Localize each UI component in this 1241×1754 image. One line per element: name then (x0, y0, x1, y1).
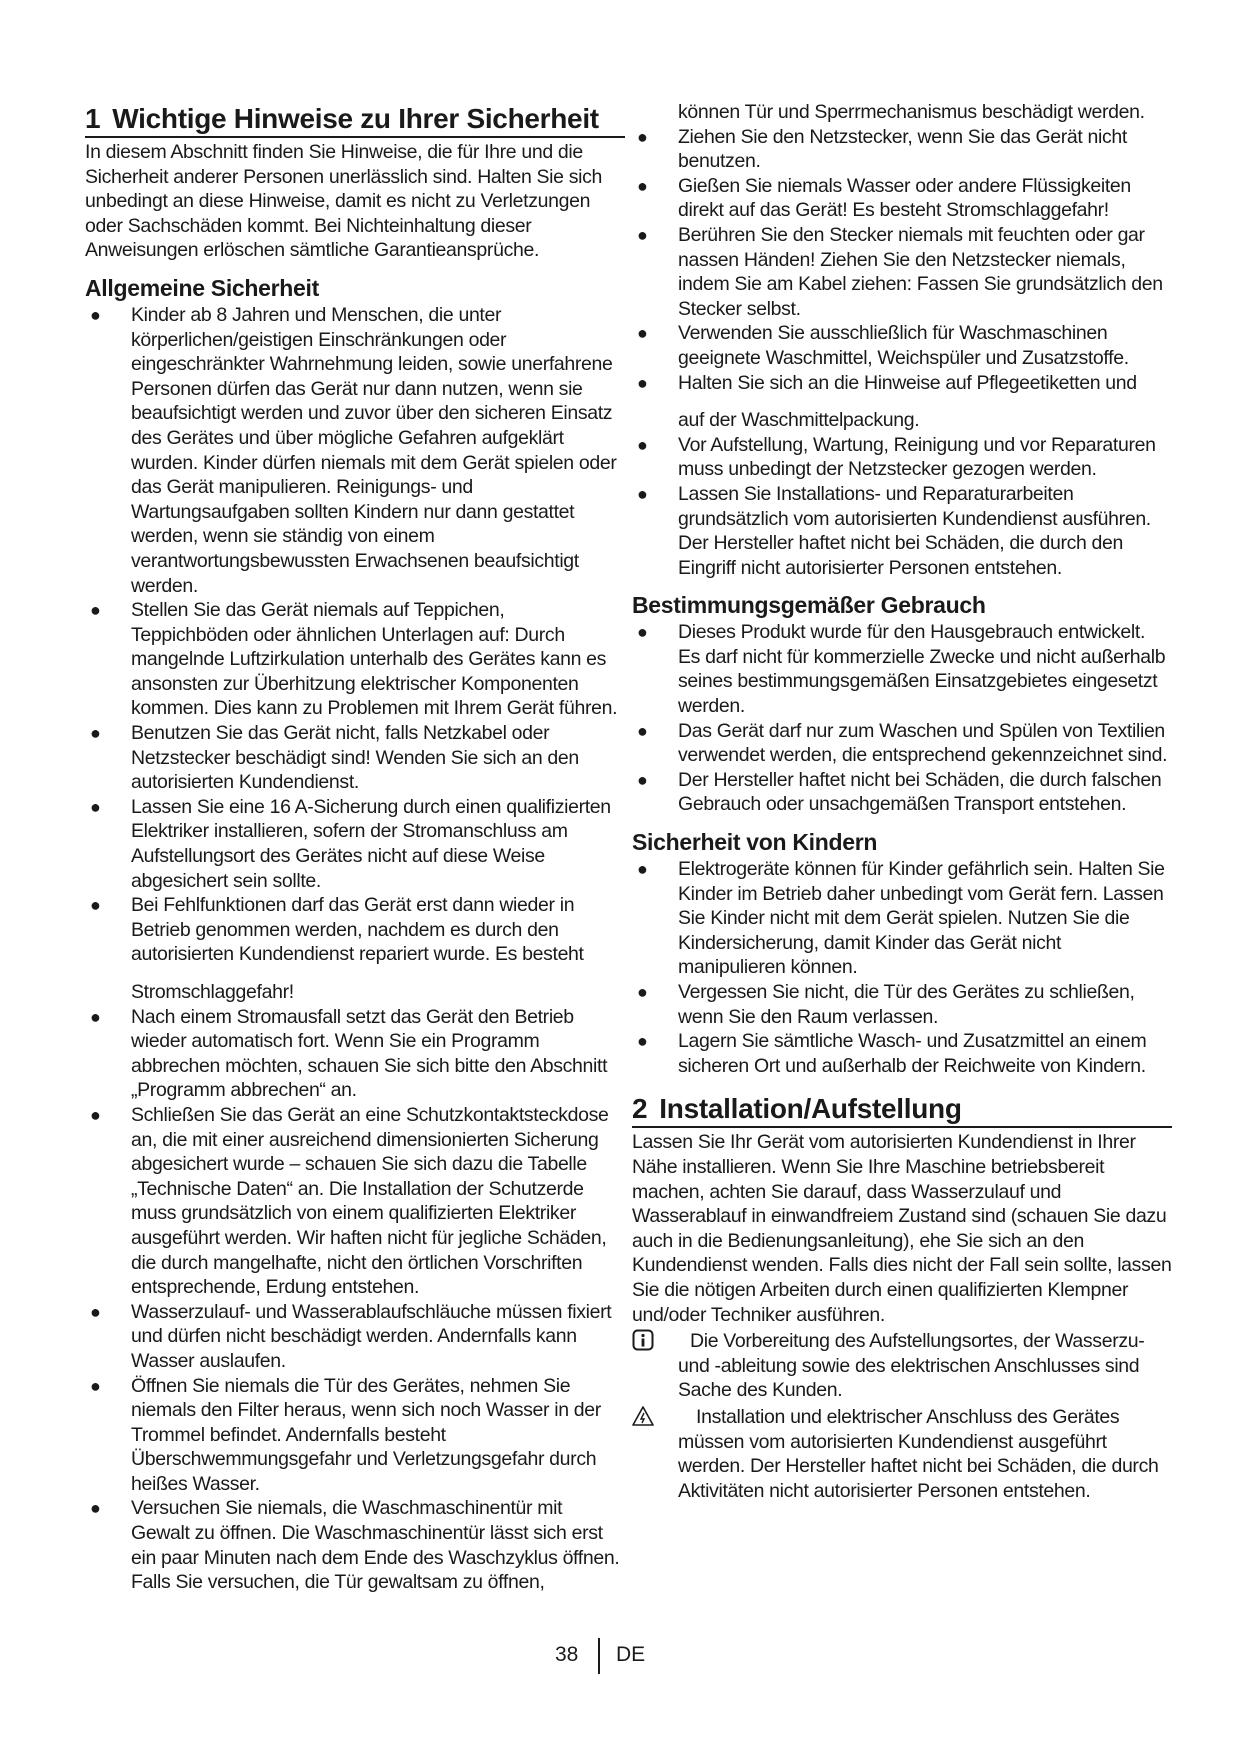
left-column (85, 102, 625, 1595)
bullet-icon: ● (90, 1301, 101, 1322)
warning-note-text: Installation und elektrischer Anschluss des Gerätes müssen vom autorisierten Kundendienst ausgeführt werden. Der Hersteller haftet nicht bei Schäden, die durch Aktivitäten nicht autorisierter Personen entstehen. (678, 1405, 1159, 1502)
list-item: ● Vergessen Sie nicht, die Tür des Gerätes zu schließen, wenn Sie den Raum verlassen. (637, 981, 1135, 1028)
bullet-icon: ● (90, 600, 101, 621)
list-item: ● Elektrogeräte können für Kinder gefährlich sein. Halten Sie Kinder im Betrieb daher unbedingt vom Gerät fern. Lassen Sie Kinder nicht mit dem Gerät spielen. Nutzen Sie die Kindersicherung, damit Kinder das Gerät nicht manipulieren können. (637, 858, 1165, 979)
bullet-icon: ● (637, 434, 648, 455)
bullet-icon: ● (90, 1498, 101, 1519)
right-column (632, 100, 1172, 1503)
bullet-icon: ● (637, 859, 648, 880)
section-1-intro: In diesem Abschnitt finden Sie Hinweise, die für Ihre und die Sicherheit anderer Personen unerlässlich sind. Halten Sie sich unbedingt an diese Hinweise, damit es nicht zu Verletzungen oder Sachschäden kommt. Bei Nichteinhaltung dieser Anweisungen erlöschen sämtliche Garantieansprüche. (85, 141, 603, 262)
section-1-number: 1 (85, 103, 101, 134)
bullet-icon: ● (90, 1375, 101, 1396)
bullet-icon: ● (637, 622, 648, 643)
bullet-icon: ● (637, 372, 648, 393)
bullet-icon: ● (637, 323, 648, 344)
page-number: 38 (555, 1643, 579, 1666)
warning-icon (632, 1405, 654, 1427)
list-item: ● Dieses Produkt wurde für den Hausgebrauch entwickelt. Es darf nicht für kommerzielle Zwecke und nicht außerhalb seines bestimmungsgemäßen Einsatzgebietes eingesetzt werden. (637, 621, 1166, 718)
list-item: ● Stellen Sie das Gerät niemals auf Teppichen, Teppichböden oder ähnlichen Unterlagen auf: Durch mangelnde Luftzirkulation unterhalb des Gerätes kann es ansonsten zur Überhitzung elektrischer Komponenten kommen. Dies kann zu Problemen mit Ihrem Gerät führen. (90, 599, 618, 720)
list-item: ● Lassen Sie eine 16 A-Sicherung durch einen qualifizierten Elektriker installieren, sofern der Stromanschluss am Aufstellungsort des Gerätes nicht auf diese Weise abgesichert sein sollte. (90, 795, 611, 892)
child-safety-list (632, 857, 1172, 1078)
info-icon (632, 1329, 654, 1351)
list-item: ● Kinder ab 8 Jahren und Menschen, die unter körperlichen/geistigen Einschränkungen oder eingeschränkter Wahrnehmung leiden, sowie unerfahrene Personen dürfen das Gerät nur dann nutzen, wenn sie beaufsichtigt werden und zuvor über den sicheren Einsatz des Gerätes und über mögliche Gefahren aufgeklärt wurden. Kinder dürfen niemals mit dem Gerät spielen oder das Gerät manipulieren. Reinigungs- und Wartungsaufgaben sollten Kindern nur dann gestattet werden, wenn sie ständig von einem verantwortungsbewussten Erwachsenen beaufsichtigt werden. (90, 303, 617, 597)
list-item: ● Der Hersteller haftet nicht bei Schäden, die durch falschen Gebrauch oder unsachgemäßen Transport entstehen. (637, 768, 1162, 816)
section-2-number: 2 (632, 1093, 648, 1125)
intended-use-list (632, 620, 1172, 817)
list-item: ● Lassen Sie Installations- und Reparaturarbeiten grundsätzlich vom autorisierten Kundendienst ausführen. Der Hersteller haftet nicht bei Schäden, die durch den Eingriff nicht autorisierter Personen entstehen. (637, 482, 1151, 579)
bullet-icon: ● (90, 1006, 101, 1027)
list-item-continuation: auf der Waschmittelpackung. (678, 409, 920, 432)
bullet-icon: ● (90, 1104, 101, 1125)
list-item: ● Das Gerät darf nur zum Waschen und Spülen von Textilien verwendet werden, die entsprechend gekennzeichnet sind. (637, 719, 1168, 767)
general-safety-heading: Allgemeine Sicherheit (85, 274, 319, 301)
bullet-icon: ● (637, 720, 648, 741)
warning-note (632, 1405, 1172, 1503)
bullet-icon: ● (637, 769, 648, 790)
list-item: ● Berühren Sie den Stecker niemals mit feuchten oder gar nassen Händen! Ziehen Sie den Netzstecker niemals, indem Sie am Kabel ziehen: Fassen Sie grundsätzlich den Stecker selbst. (637, 223, 1163, 320)
list-item: ● Schließen Sie das Gerät an eine Schutzkontaktsteckdose an, die mit einer ausreichend dimensionierten Sicherung abgesichert wurde – schauen Sie sich dazu die Tabelle „Technische Daten“ an. Die Installation der Schutzerde muss grundsätzlich von einem qualifizierten Elektriker ausgeführt werden. Wir haften nicht für jegliche Schäden, die durch mangelhafte, nicht den örtlichen Vorschriften entsprechende, Erdung entstehen. (90, 1103, 609, 1299)
list-item: ● Vor Aufstellung, Wartung, Reinigung und vor Reparaturen muss unbedingt der Netzstecker gezogen werden. (637, 433, 1156, 481)
bullet-icon: ● (637, 126, 648, 147)
list-item: ● Öffnen Sie niemals die Tür des Gerätes, nehmen Sie niemals den Filter heraus, wenn sich noch Wasser in der Trommel befindet. Andernfalls besteht Überschwemmungsgefahr und Verletzungsgefahr durch heißes Wasser. (90, 1374, 601, 1495)
list-item: ● Wasserzulauf- und Wasserablaufschläuche müssen fixiert und dürfen nicht beschädigt werden. Andernfalls kann Wasser auslaufen. (90, 1300, 612, 1372)
list-item: ● Verwenden Sie ausschließlich für Waschmaschinen geeignete Waschmittel, Weichspüler und Zusatzstoffe. (637, 322, 1129, 369)
bullet-icon: ● (90, 723, 101, 744)
list-item: ● Benutzen Sie das Gerät nicht, falls Netzkabel oder Netzstecker beschädigt sind! Wenden Sie sich an den autorisierten Kundendienst. (90, 722, 579, 794)
child-safety-heading: Sicherheit von Kindern (632, 829, 878, 856)
bullet-icon: ● (637, 982, 648, 1002)
list-item: ● Nach einem Stromausfall setzt das Gerät den Betrieb wieder automatisch fort. Wenn Sie ein Programm abbrechen möchten, schauen Sie sich bitte den Abschnitt „Programm abbrechen“ an. (90, 1005, 608, 1102)
list-item-continuation: können Tür und Sperrmechanismus beschädigt werden. (678, 101, 1145, 123)
section-2-title: Installation/Aufstellung (659, 1093, 962, 1125)
list-item: ● Lagern Sie sämtliche Wasch- und Zusatzmittel an einem sicheren Ort und außerhalb der Reichweite von Kindern. (637, 1030, 1147, 1077)
list-item: ● Ziehen Sie den Netzstecker, wenn Sie das Gerät nicht benutzen. (637, 125, 1127, 173)
info-note (632, 1329, 1172, 1403)
list-item: ● Bei Fehlfunktionen darf das Gerät erst dann wieder in Betrieb genommen werden, nachdem es durch den autorisierten Kundendienst repariert wurde. Es besteht Stromschlaggefahr! (90, 894, 584, 1003)
info-note-text: Die Vorbereitung des Aufstellungsortes, der Wasserzu- und -ableitung sowie des elektrischen Anschlusses sind Sache des Kunden. (678, 1330, 1145, 1402)
section-2-heading (632, 1092, 1172, 1128)
list-item: ● Halten Sie sich an die Hinweise auf Pflegeetiketten und auf der Waschmittelpackung. (637, 371, 1137, 432)
general-safety-list (85, 303, 625, 1595)
bullet-icon: ● (637, 483, 648, 504)
list-item: ● Versuchen Sie niemals, die Waschmaschinentür mit Gewalt zu öffnen. Die Waschmaschinentür lässt sich erst ein paar Minuten nach dem Ende des Waschzyklus öffnen. Falls Sie versuchen, die Tür gewaltsam zu öffnen, (90, 1497, 620, 1594)
intended-use-heading: Bestimmungsgemäßer Gebrauch (632, 592, 986, 619)
section-1-title: Wichtige Hinweise zu Ihrer Sicherheit (112, 103, 599, 134)
bullet-icon: ● (90, 304, 101, 325)
section-1-heading (85, 102, 625, 138)
bullet-icon: ● (637, 224, 648, 245)
section-2-intro: Lassen Sie Ihr Gerät vom autorisierten Kundendienst in Ihrer Nähe installieren. Wenn Sie Ihre Maschine betriebsbereit machen, achten Sie darauf, dass Wasserzulauf und Wasserablauf in einwandfreiem Zustand sind (schauen Sie dazu auch in die Bedienungsanleitung), ehe Sie sich an den Kundendienst wenden. Falls dies nicht der Fall sein sollte, lassen Sie die nötigen Arbeiten durch einen qualifizierten Klempner und/oder Techniker ausführen. (632, 1131, 1172, 1326)
general-safety-list-continued (632, 125, 1172, 581)
list-item-continuation: Stromschlaggefahr! (131, 981, 294, 1003)
language-code: DE (616, 1643, 646, 1666)
bullet-icon: ● (90, 895, 101, 916)
bullet-icon: ● (90, 796, 101, 817)
footer-divider (598, 1638, 600, 1674)
list-item: ● Gießen Sie niemals Wasser oder andere Flüssigkeiten direkt auf das Gerät! Es besteht Stromschlaggefahr! (637, 174, 1131, 222)
bullet-icon: ● (637, 175, 648, 196)
bullet-icon: ● (637, 1031, 648, 1052)
